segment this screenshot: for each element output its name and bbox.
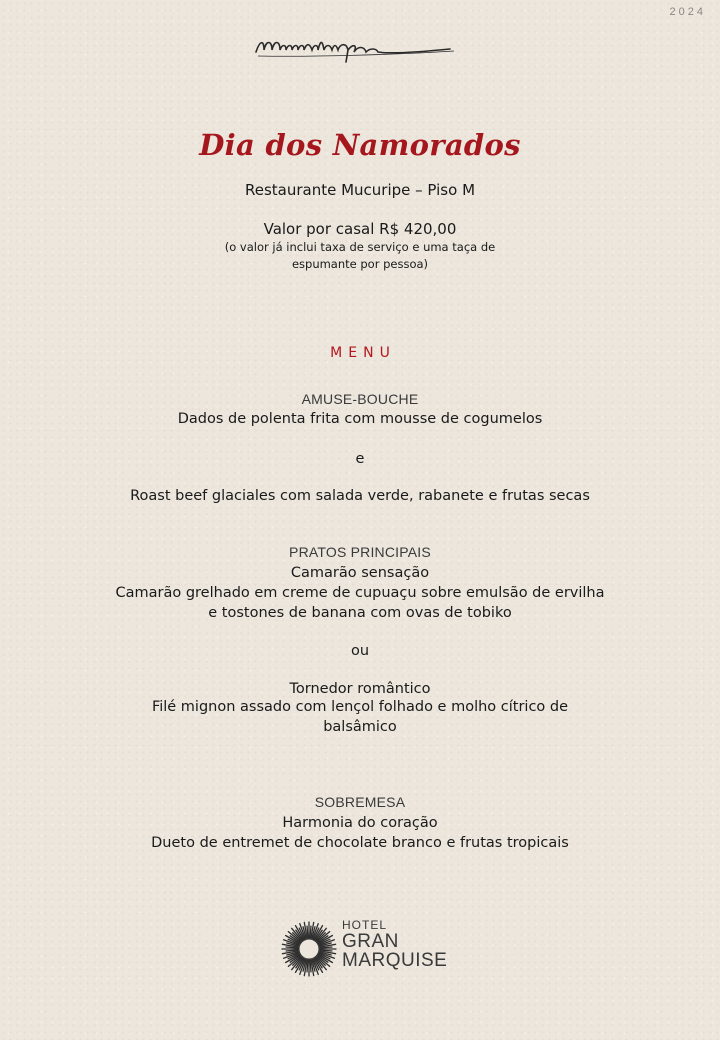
description-line: Filé mignon assado com lençol folhado e molho cítrico de [151, 699, 569, 715]
sunburst-icon [280, 918, 338, 980]
mucuripe-logo [250, 26, 460, 66]
main-dish-description [0, 583, 720, 623]
venue-text: Restaurante Mucuripe – Piso M [244, 181, 476, 199]
description-line: balsâmico [323, 719, 397, 735]
amuse-item: Roast beef glaciales com salada verde, rabanete e frutas secas [130, 488, 590, 504]
mucuripe-signature-icon [250, 26, 460, 66]
price-note-line: (o valor já inclui taxa de serviço e uma taça de [224, 240, 496, 254]
year-label: 2024 [669, 6, 706, 18]
dessert-title: SOBREMESA [314, 794, 406, 810]
dessert-name: Harmonia do coração [282, 815, 438, 831]
main-separator: ou [350, 643, 370, 659]
amuse-item: Dados de polenta frita com mousse de cogumelos [177, 411, 543, 427]
price-note [0, 239, 720, 273]
hotel-label: HOTEL [342, 918, 388, 932]
menu-heading: MENU [330, 345, 396, 361]
description-line: e tostones de banana com ovas de tobiko [208, 605, 512, 621]
hotel-name-line: GRAN [342, 931, 399, 952]
price-note-line: espumante por pessoa) [291, 257, 429, 271]
main-dish-description [0, 697, 720, 737]
main-dish-name: Tornedor romântico [289, 681, 431, 697]
amuse-separator: e [355, 451, 365, 467]
amuse-bouche-title: AMUSE-BOUCHE [301, 391, 419, 407]
hotel-name-line: MARQUISE [342, 950, 448, 971]
main-dish-name: Camarão sensação [290, 565, 430, 581]
description-line: Camarão grelhado em creme de cupuaçu sobre emulsão de ervilha [115, 585, 605, 601]
main-courses-title: PRATOS PRINCIPAIS [289, 544, 431, 560]
hotel-name [342, 918, 447, 970]
dessert-description: Dueto de entremet de chocolate branco e frutas tropicais [151, 835, 569, 851]
hotel-gran-marquise-logo [280, 918, 470, 980]
price-text: Valor por casal R$ 420,00 [263, 220, 457, 238]
event-title: Dia dos Namorados [199, 128, 521, 162]
